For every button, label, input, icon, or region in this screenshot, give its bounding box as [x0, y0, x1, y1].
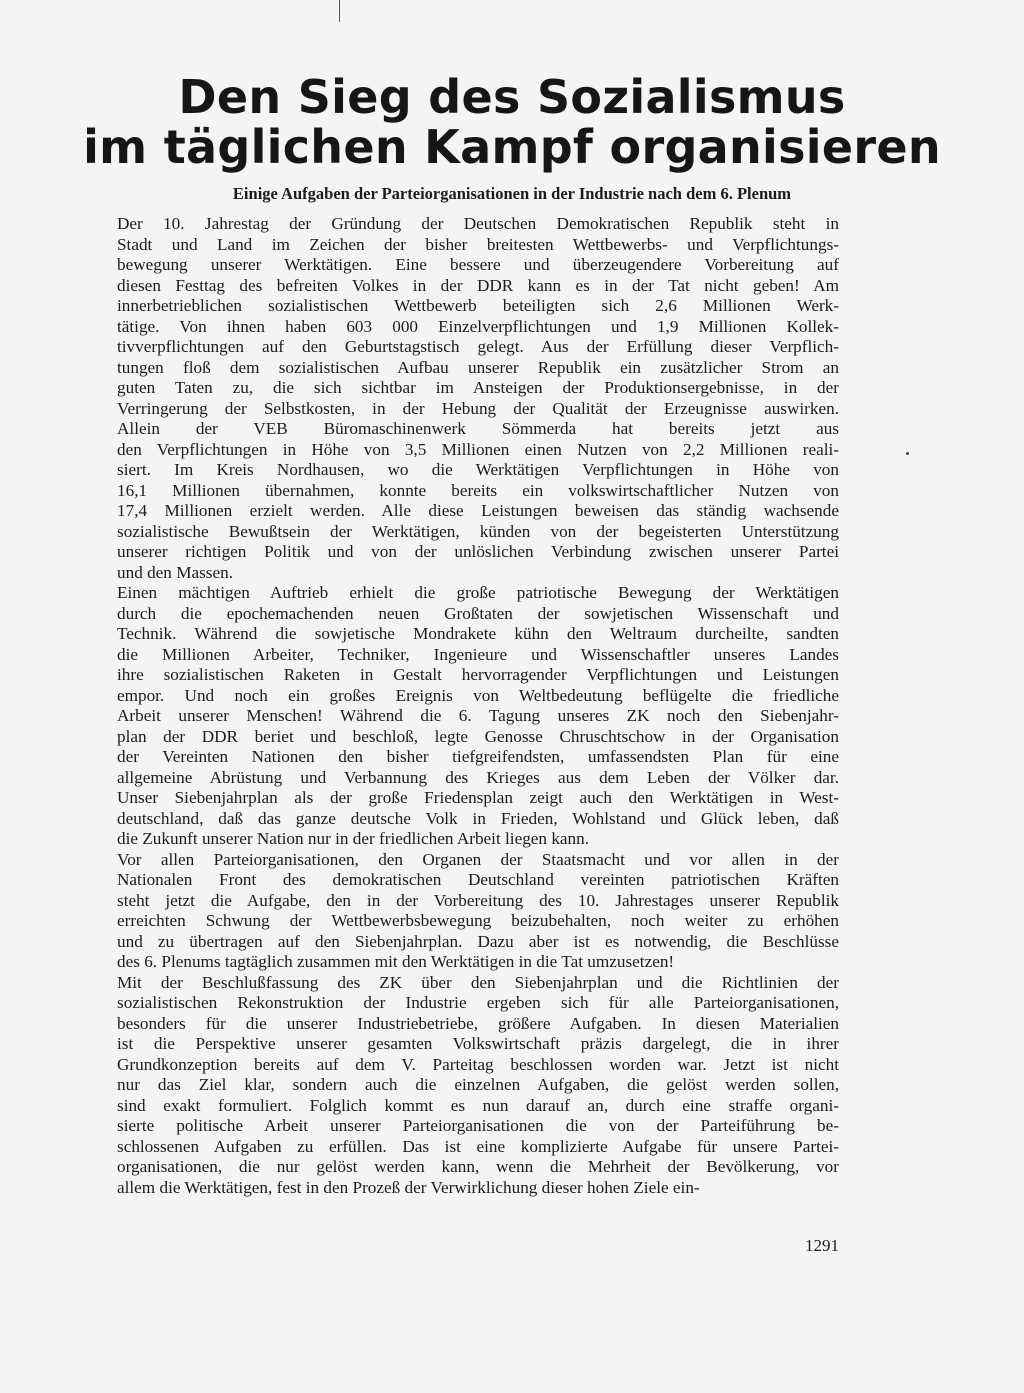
text-line: durch die epochemachenden neuen Großtaten der sowjetischen Wissenschaft und [117, 603, 839, 623]
text-line: 17,4 Millionen erzielt werden. Alle diese Leistungen beweisen das ständig wachsende [117, 501, 839, 520]
text-line: Stadt und Land im Zeichen der bisher breitesten Wettbewerbs- und Verpflichtungs- [117, 234, 839, 254]
text-line: sozialistische Bewußtsein der Werktätigen, künden von der begeisterten Unterstützung [117, 521, 839, 541]
text-line: tungen floß dem sozialistischen Aufbau unserer Republik ein zusätzlicher Strom an [117, 357, 839, 377]
paragraph [117, 850, 839, 973]
text-line: sind exakt formuliert. Folglich kommt es nun darauf an, durch eine straffe organi- [117, 1095, 839, 1115]
paragraph [117, 973, 839, 1199]
text-line: den Verpflichtungen in Höhe von 3,5 Millionen einen Nutzen von 2,2 Millionen reali- [117, 439, 839, 459]
text-line: tivverpflichtungen auf den Geburtstagstisch gelegt. Aus der Erfüllung dieser Verpflich- [117, 337, 839, 356]
paragraph [117, 583, 839, 850]
text-line: und den Massen. [117, 562, 233, 582]
page-number: 1291 [805, 1236, 839, 1255]
text-line: bewegung unserer Werktätigen. Eine bessere und überzeugendere Vorbereitung auf [117, 255, 839, 274]
text-line: Arbeit unserer Menschen! Während die 6. Tagung unseres ZK noch den Siebenjahr- [117, 706, 839, 725]
text-line: siert. Im Kreis Nordhausen, wo die Werktätigen Verpflichtungen in Höhe von [117, 460, 839, 479]
text-line: allgemeine Abrüstung und Verbannung des Krieges aus dem Leben der Völker dar. [117, 767, 839, 787]
text-line: Verringerung der Selbstkosten, in der Hebung der Qualität der Erzeugnisse auswirken. [117, 398, 839, 418]
text-line: die Millionen Arbeiter, Techniker, Ingenieure und Wissenschaftler unseres Landes [117, 644, 839, 664]
text-line: 16,1 Millionen übernahmen, konnte bereits ein volkswirtschaftlicher Nutzen von [117, 480, 839, 500]
text-line: Mit der Beschlußfassung des ZK über den Siebenjahrplan und die Richtlinien der [117, 972, 839, 992]
text-line: organisationen, die nur gelöst werden kann, wenn die Mehrheit der Bevölkerung, vor [117, 1157, 839, 1176]
article-body [117, 214, 839, 1198]
text-line: innerbetrieblichen sozialistischen Wettbewerb beteiligten sich 2,6 Millionen Werk- [117, 296, 839, 315]
text-line: sierte politische Arbeit unserer Parteiorganisationen die von der Parteiführung be- [117, 1116, 839, 1135]
scan-mark [339, 0, 340, 22]
text-line: Einen mächtigen Auftrieb erhielt die große patriotische Bewegung der Werktätigen [117, 583, 839, 602]
text-line: Der 10. Jahrestag der Gründung der Deutschen Demokratischen Republik steht in [117, 214, 839, 233]
text-line: besonders für die unserer Industriebetriebe, größere Aufgaben. In diesen Materialien [117, 1013, 839, 1033]
text-line: der Vereinten Nationen den bisher tiefgreifendsten, umfassendsten Plan für eine [117, 747, 839, 766]
text-line: erreichten Schwung der Wettbewerbsbewegung beizubehalten, noch weiter zu erhöhen [117, 911, 839, 930]
text-line: plan der DDR beriet und beschloß, legte Genosse Chruschtschow in der Organisation [117, 726, 839, 746]
text-line: Allein der VEB Büromaschinenwerk Sömmerda hat bereits jetzt aus [117, 419, 839, 438]
text-line: des 6. Plenums tagtäglich zusammen mit den Werktätigen in die Tat umzusetzen! [117, 952, 675, 971]
text-line: sozialistischen Rekonstruktion der Industrie ergeben sich für alle Parteiorganisationen, [117, 993, 839, 1012]
text-line: die Zukunft unserer Nation nur in der friedlichen Arbeit liegen kann. [117, 829, 590, 848]
text-line: Technik. Während die sowjetische Mondrakete kühn den Weltraum durcheilte, sandten [117, 624, 839, 643]
text-line: empor. Und noch ein großes Ereignis von Weltbedeutung beflügelte die friedliche [117, 685, 839, 705]
text-line: diesen Festtag des befreiten Volkes in der DDR kann es in der Tat nicht geben! Am [117, 275, 839, 295]
text-line: steht jetzt die Aufgabe, den in der Vorbereitung des 10. Jahrestages unserer Republik [117, 890, 839, 910]
text-line: ihre sozialistischen Raketen in Gestalt hervorragender Verpflichtungen und Leistungen [117, 665, 839, 684]
text-line: tätige. Von ihnen haben 603 000 Einzelverpflichtungen und 1,9 Millionen Kollek- [117, 316, 839, 336]
text-line: Unser Siebenjahrplan als der große Friedensplan zeigt auch den Werktätigen in West- [117, 788, 839, 807]
text-line: unserer richtigen Politik und von der unlöslichen Verbindung zwischen unserer Partei [117, 542, 839, 561]
text-line: Nationalen Front des demokratischen Deutschland vereinten patriotischen Kräften [117, 870, 839, 889]
text-line: guten Taten zu, die sich sichtbar im Ansteigen der Produktionsergebnisse, in der [117, 378, 839, 397]
text-line: nur das Ziel klar, sondern auch die einzelnen Aufgaben, die gelöst werden sollen, [117, 1075, 839, 1094]
text-line: schlossenen Aufgaben zu erfüllen. Das ist eine komplizierte Aufgabe für unsere Partei- [117, 1136, 839, 1156]
text-line: ist die Perspektive unserer gesamten Volkswirtschaft präzis dargelegt, die in ihrer [117, 1034, 839, 1053]
title-line-2: im täglichen Kampf organisieren [83, 120, 941, 174]
scan-speck [906, 452, 909, 455]
text-line: Grundkonzeption bereits auf dem V. Parteitag beschlossen worden war. Jetzt ist nicht [117, 1054, 839, 1074]
article-title [60, 72, 964, 172]
text-line: und zu übertragen auf den Siebenjahrplan. Dazu aber ist es notwendig, die Beschlüsse [117, 931, 839, 951]
text-line: deutschland, daß das ganze deutsche Volk in Frieden, Wohlstand und Glück leben, daß [117, 808, 839, 828]
article-subtitle: Einige Aufgaben der Parteiorganisationen in der Industrie nach dem 6. Plenum [232, 184, 792, 203]
paragraph [117, 214, 839, 583]
text-line: Vor allen Parteiorganisationen, den Organen der Staatsmacht und vor allen in der [117, 849, 839, 869]
text-line: allem die Werktätigen, fest in den Prozeß der Verwirklichung dieser hohen Ziele ein- [117, 1177, 700, 1197]
title-line-1: Den Sieg des Sozialismus [178, 70, 846, 124]
